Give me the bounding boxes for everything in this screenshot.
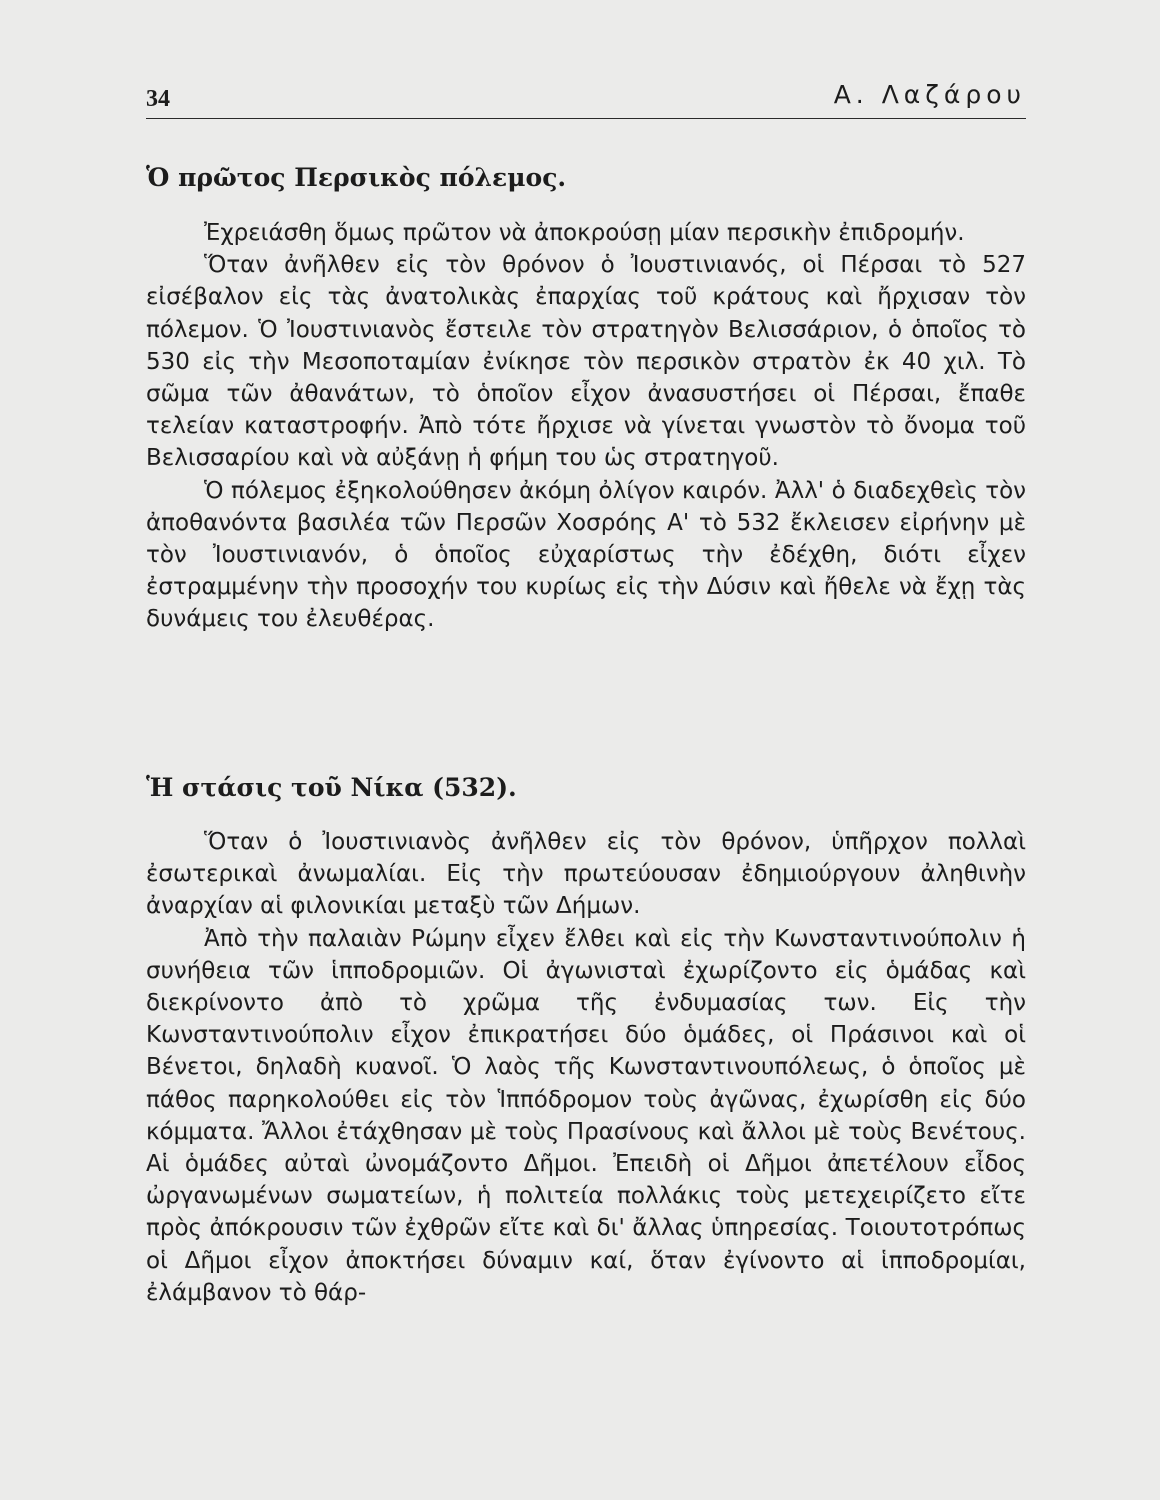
paragraph: Ὅταν ὁ Ἰουστινιανὸς ἀνῆλθεν εἰς τὸν θρόνον, ὑπῆρχον πολλαὶ ἐσωτερικαὶ ἀνωμαλίαι. Εἰς τὴν πρωτεύουσαν ἐδημιούργουν ἀληθινὴν ἀναρχίαν αἱ φιλονικίαι μεταξὺ τῶν Δήμων. [146, 829, 1026, 920]
running-head: Α. Λαζάρου [833, 80, 1026, 109]
paragraph: Ἐχρειάσθη ὅμως πρῶτον νὰ ἀποκρούσῃ μίαν περσικὴν ἐπιδρομήν. [204, 220, 965, 246]
section-body-nika-riot [146, 826, 1026, 1309]
section-heading-persian-war: Ὁ πρῶτος Περσικὸς πόλεμος. [146, 163, 567, 192]
paragraph: Ὅταν ἀνῆλθεν εἰς τὸν θρόνον ὁ Ἰουστινιανός, οἱ Πέρσαι τὸ 527 εἰσέβαλον εἰς τὰς ἀνατολικὰς ἐπαρχίας τοῦ κράτους καὶ ἤρχισαν τὸν πόλεμον. Ὁ Ἰουστινιανὸς ἔστειλε τὸν στρατηγὸν Βελισσάριον, ὁ ὁποῖος τὸ 530 εἰς τὴν Μεσοποταμίαν ἐνίκησε τὸν περσικὸν στρατὸν ἐκ 40 χιλ. Τὸ σῶμα τῶν ἀθανάτων, τὸ ὁποῖον εἶχον ἀνασυστήσει οἱ Πέρσαι, ἔπαθε τελείαν καταστροφήν. Ἀπὸ τότε ἤρχισε νὰ γίνεται γνωστὸν τὸ ὄνομα τοῦ Βελισσαρίου καὶ νὰ αὐξάνῃ ἡ φήμη του ὡς στρατηγοῦ. [146, 252, 1026, 472]
page-header [146, 74, 1026, 119]
section-body-persian-war [146, 217, 1026, 636]
paragraph: Ὁ πόλεμος ἐξηκολούθησεν ἀκόμη ὀλίγον καιρόν. Ἀλλ' ὁ διαδεχθεὶς τὸν ἀποθανόντα βασιλέα τῶν Περσῶν Χοσρόης Α' τὸ 532 ἔκλεισεν εἰρήνην μὲ τὸν Ἰουστινιανόν, ὁ ὁποῖος εὐχαρίστως τὴν ἐδέχθη, διότι εἶχεν ἐστραμμένην τὴν προσοχήν του κυρίως εἰς τὴν Δύσιν καὶ ἤθελε νὰ ἔχῃ τὰς δυνάμεις του ἐλευθέρας. [146, 477, 1026, 633]
section-heading-nika-riot: Ἡ στάσις τοῦ Νίκα (532). [146, 773, 517, 802]
page-number: 34 [146, 86, 170, 112]
paragraph: Ἀπὸ τὴν παλαιὰν Ρώμην εἶχεν ἔλθει καὶ εἰς τὴν Κωνσταντινούπολιν ἡ συνήθεια τῶν ἱπποδρομιῶν. Οἱ ἀγωνισταὶ ἐχωρίζοντο εἰς ὁμάδας καὶ διεκρίνοντο ἀπὸ τὸ χρῶμα τῆς ἐνδυμασίας των. Εἰς τὴν Κωνσταντινούπολιν εἶχον ἐπικρατήσει δύο ὁμάδες, οἱ Πράσινοι καὶ οἱ Βένετοι, δηλαδὴ κυανοῖ. Ὁ λαὸς τῆς Κωνσταντινουπόλεως, ὁ ὁποῖος μὲ πάθος παρηκολούθει εἰς τὸν Ἱππόδρομον τοὺς ἀγῶνας, ἐχωρίσθη εἰς δύο κόμματα. Ἄλλοι ἐτάχθησαν μὲ τοὺς Πρασίνους καὶ ἄλλοι μὲ τοὺς Βενέτους. Αἱ ὁμάδες αὐταὶ ὠνομάζοντο Δῆμοι. Ἐπειδὴ οἱ Δῆμοι ἀπετέλουν εἶδος ὠργανωμένων σωματείων, ἡ πολιτεία πολλάκις τοὺς μετεχειρίζετο εἴτε πρὸς ἀπόκρουσιν τῶν ἐχθρῶν εἴτε καὶ δι' ἄλλας ὑπηρεσίας. Τοιουτοτρόπως οἱ Δῆμοι εἶχον ἀποκτήσει δύναμιν καί, ὅταν ἐγίνοντο αἱ ἱπποδρομίαι, ἐλάμβανον τὸ θάρ- [146, 925, 1026, 1306]
